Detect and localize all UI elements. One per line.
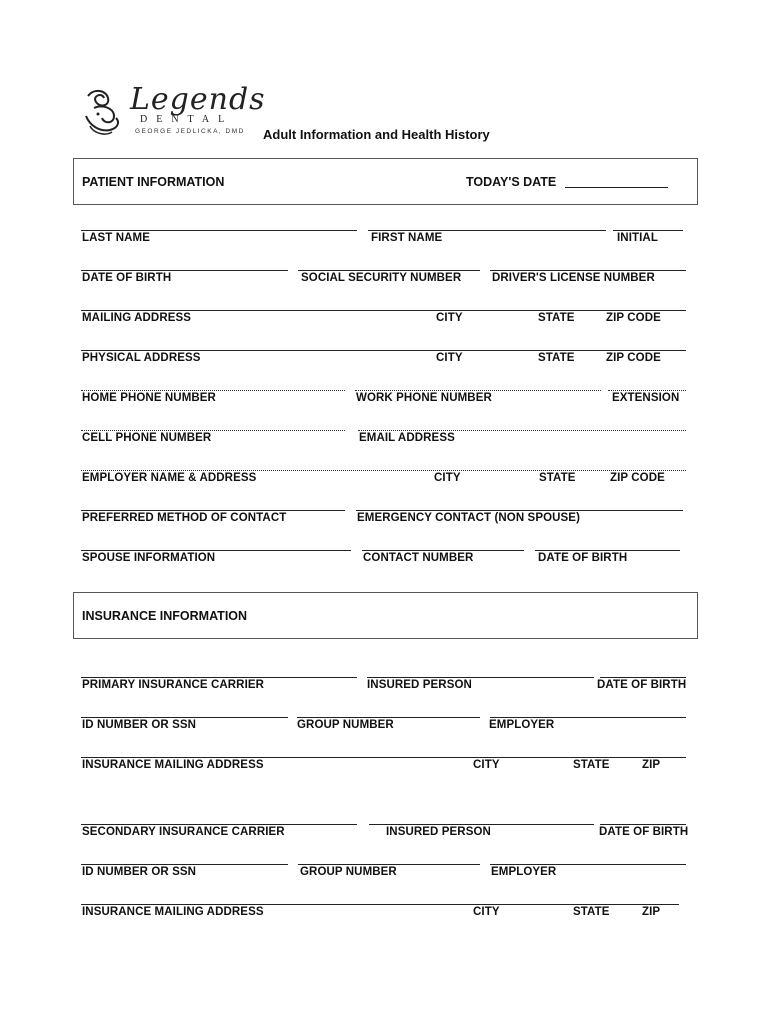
primary-id-field[interactable] xyxy=(81,717,288,718)
spouse-dob-label: DATE OF BIRTH xyxy=(538,552,628,564)
primary-state-label: STATE xyxy=(573,759,610,771)
secondary-carrier-label: SECONDARY INSURANCE CARRIER xyxy=(82,826,285,838)
secondary-city-label: CITY xyxy=(473,906,500,918)
physical-address-field[interactable] xyxy=(81,350,686,351)
primary-city-label: CITY xyxy=(473,759,500,771)
mailing-address-label: MAILING ADDRESS xyxy=(82,312,192,324)
todays-date-label: TODAY'S DATE xyxy=(466,175,557,189)
patient-info-heading: PATIENT INFORMATION xyxy=(82,175,225,189)
secondary-zip-label: ZIP xyxy=(642,906,661,918)
primary-zip-label: ZIP xyxy=(642,759,661,771)
physical-state-label: STATE xyxy=(538,352,575,364)
primary-insured-label: INSURED PERSON xyxy=(367,679,472,691)
primary-insured-field[interactable] xyxy=(367,677,594,678)
spouse-contact-field[interactable] xyxy=(362,550,524,551)
primary-dob-field[interactable] xyxy=(600,677,686,678)
employer-city-label: CITY xyxy=(434,472,461,484)
email-label: EMAIL ADDRESS xyxy=(359,432,455,444)
primary-mailing-field[interactable] xyxy=(81,757,686,758)
emergency-contact-label: EMERGENCY CONTACT (NON SPOUSE) xyxy=(357,512,581,524)
work-phone-label: WORK PHONE NUMBER xyxy=(356,392,492,404)
last-name-label: LAST NAME xyxy=(82,232,150,244)
physical-city-label: CITY xyxy=(436,352,463,364)
ssn-field[interactable] xyxy=(298,270,480,271)
primary-carrier-label: PRIMARY INSURANCE CARRIER xyxy=(82,679,265,691)
secondary-mailing-label: INSURANCE MAILING ADDRESS xyxy=(82,906,264,918)
primary-id-label: ID NUMBER OR SSN xyxy=(82,719,197,731)
preferred-contact-label: PREFERRED METHOD OF CONTACT xyxy=(82,512,287,524)
physical-zip-label: ZIP CODE xyxy=(606,352,661,364)
work-phone-field[interactable] xyxy=(355,390,601,391)
drivers-license-field[interactable] xyxy=(490,270,686,271)
employer-field[interactable] xyxy=(81,470,686,471)
first-name-label: FIRST NAME xyxy=(371,232,443,244)
employer-label: EMPLOYER NAME & ADDRESS xyxy=(82,472,257,484)
email-field[interactable] xyxy=(358,430,686,431)
initial-label: INITIAL xyxy=(617,232,658,244)
preferred-contact-field[interactable] xyxy=(81,510,345,511)
todays-date-field[interactable] xyxy=(565,187,668,188)
mailing-state-label: STATE xyxy=(538,312,575,324)
employer-state-label: STATE xyxy=(539,472,576,484)
secondary-group-field[interactable] xyxy=(298,864,480,865)
home-phone-label: HOME PHONE NUMBER xyxy=(82,392,216,404)
spouse-info-label: SPOUSE INFORMATION xyxy=(82,552,216,564)
secondary-insured-label: INSURED PERSON xyxy=(386,826,491,838)
logo-doctor: GEORGE JEDLICKA, DMD xyxy=(135,128,245,135)
secondary-id-field[interactable] xyxy=(81,864,288,865)
secondary-employer-field[interactable] xyxy=(490,864,686,865)
logo-emblem-icon xyxy=(80,86,130,138)
primary-employer-field[interactable] xyxy=(490,717,686,718)
primary-employer-label: EMPLOYER xyxy=(489,719,555,731)
emergency-contact-field[interactable] xyxy=(356,510,683,511)
dob-label: DATE OF BIRTH xyxy=(82,272,172,284)
mailing-city-label: CITY xyxy=(436,312,463,324)
dob-field[interactable] xyxy=(81,270,288,271)
secondary-dob-field[interactable] xyxy=(600,824,686,825)
primary-dob-label: DATE OF BIRTH xyxy=(597,679,687,691)
employer-zip-label: ZIP CODE xyxy=(610,472,665,484)
primary-mailing-label: INSURANCE MAILING ADDRESS xyxy=(82,759,264,771)
secondary-dob-label: DATE OF BIRTH xyxy=(599,826,689,838)
primary-group-label: GROUP NUMBER xyxy=(297,719,394,731)
spouse-info-field[interactable] xyxy=(81,550,351,551)
cell-phone-label: CELL PHONE NUMBER xyxy=(82,432,212,444)
secondary-state-label: STATE xyxy=(573,906,610,918)
logo xyxy=(80,82,266,142)
spouse-dob-field[interactable] xyxy=(535,550,680,551)
extension-field[interactable] xyxy=(608,390,686,391)
logo-word: DENTAL xyxy=(140,114,234,125)
secondary-employer-label: EMPLOYER xyxy=(491,866,557,878)
insurance-info-heading: INSURANCE INFORMATION xyxy=(82,609,248,623)
secondary-carrier-field[interactable] xyxy=(81,824,357,825)
page-title: Adult Information and Health History xyxy=(263,127,490,142)
secondary-id-label: ID NUMBER OR SSN xyxy=(82,866,197,878)
secondary-group-label: GROUP NUMBER xyxy=(300,866,397,878)
home-phone-field[interactable] xyxy=(81,390,345,391)
mailing-zip-label: ZIP CODE xyxy=(606,312,661,324)
drivers-license-label: DRIVER'S LICENSE NUMBER xyxy=(492,272,655,284)
physical-address-label: PHYSICAL ADDRESS xyxy=(82,352,201,364)
logo-name: Legends xyxy=(130,82,266,117)
spouse-contact-label: CONTACT NUMBER xyxy=(363,552,474,564)
extension-label: EXTENSION xyxy=(612,392,680,404)
ssn-label: SOCIAL SECURITY NUMBER xyxy=(301,272,462,284)
first-name-field[interactable] xyxy=(368,230,606,231)
initial-field[interactable] xyxy=(613,230,683,231)
primary-carrier-field[interactable] xyxy=(81,677,357,678)
cell-phone-field[interactable] xyxy=(81,430,345,431)
secondary-insured-field[interactable] xyxy=(369,824,594,825)
secondary-mailing-field[interactable] xyxy=(81,904,679,905)
last-name-field[interactable] xyxy=(81,230,357,231)
mailing-address-field[interactable] xyxy=(81,310,686,311)
primary-group-field[interactable] xyxy=(297,717,480,718)
